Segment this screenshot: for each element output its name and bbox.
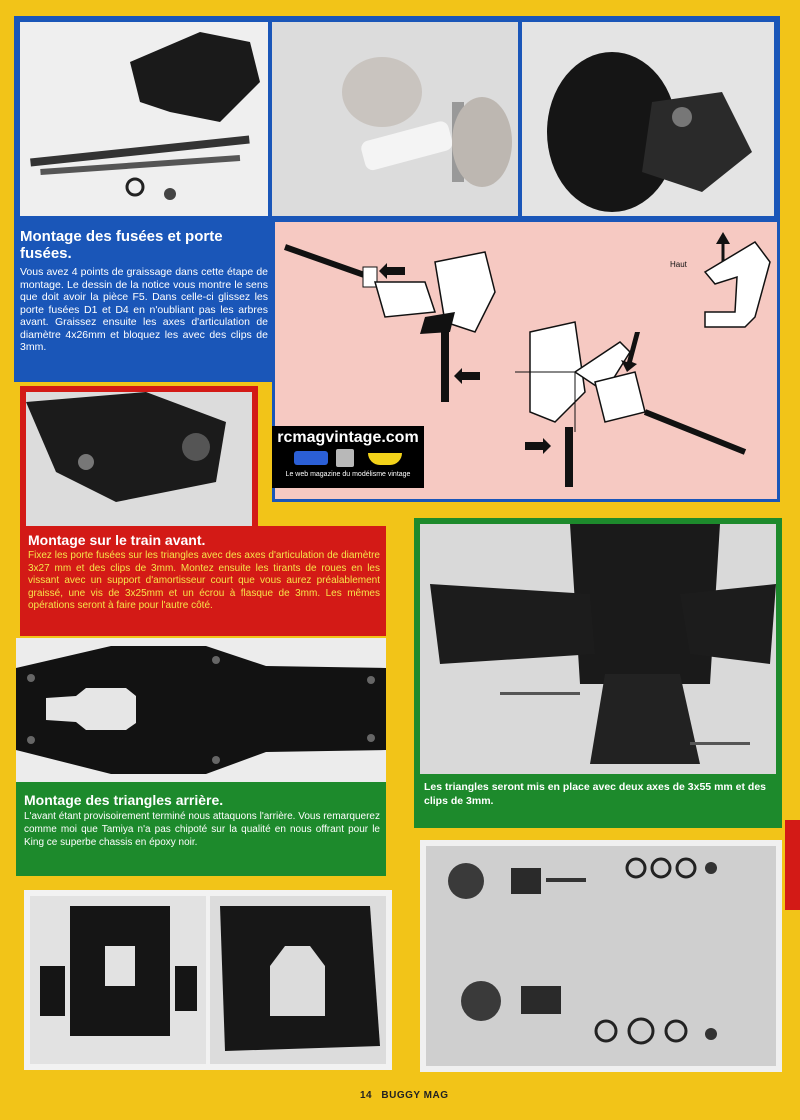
photo-chassis: [16, 638, 386, 782]
magazine-name: BUGGY MAG: [381, 1090, 449, 1101]
train-avant-body: Fixez les porte fusées sur les triangles avec des axes d'articulation de diamètre 3x27 mm et des clips de 3mm. Montez ensuite les tirants de roues en les vissant avec un support d'amortisseur court que vous aurez préalablement graissé, une vis de 3x25mm et un écrou à flasque de 3mm. Les mêmes opérations seront à faire pour l'autre côté.: [28, 550, 380, 611]
photo-hands-assembly-drawing: [272, 22, 518, 216]
photo-chassis-parts-drawing: [30, 896, 206, 1064]
train-avant-caption-content: [28, 532, 380, 613]
photo-fusee-mounted-drawing: [522, 22, 774, 216]
watermark-logo[interactable]: [272, 426, 424, 488]
train-avant-title: Montage sur le train avant.: [28, 532, 206, 548]
engine-icon: [336, 449, 354, 467]
photo-chassis-drawing: [16, 638, 386, 782]
triangles-arriere-caption-content: [24, 792, 380, 849]
buggy-car-icon: [294, 451, 328, 465]
photo-parts-fusee-drawing: [20, 22, 268, 216]
photo-triangles-drawing: [420, 524, 776, 774]
watermark-tagline: Le web magazine du modélisme vintage: [285, 471, 411, 478]
triangles-caption-text: Les triangles seront mis en place avec deux axes de 3x55 mm et des clips de 3mm.: [424, 781, 767, 807]
fusees-caption-frame: [14, 222, 272, 382]
triangles-arriere-body: L'avant étant provisoirement terminé nous attaquons l'arrière. Vous remarquerez comme moi que Tamiya n'a pas chipoté sur la qualité en nous offrant pour le King ce superbe chassis en époxy noir.: [24, 811, 380, 848]
boat-icon: [368, 453, 402, 465]
fusees-title: Montage des fusées et porte fusées.: [20, 228, 223, 262]
watermark-icons: [272, 447, 424, 471]
photo-parts-fusee: [20, 22, 268, 216]
fusees-body: Vous avez 4 points de graissage dans cette étape de montage. Le dessin de la notice vous montre le sens que doit avoir la pièce F5. Dans celle-ci glissez les porte fusées D1 et D4 en n'oubliant pas les arbres avant. Graissez ensuite les axes d'articulation de diamètre 4x26mm et bloquez les avec des clips de 3mm.: [20, 266, 268, 353]
triangles-caption: [424, 780, 774, 808]
triangles-arriere-title: Montage des triangles arrière.: [24, 792, 224, 808]
page-number: 14: [360, 1090, 373, 1101]
page-footer: [360, 1090, 449, 1101]
photo-hands-assembly: [272, 22, 518, 216]
train-avant-caption-frame: [20, 526, 386, 636]
photo-train-avant-drawing: [26, 392, 252, 526]
photo-diff-parts-drawing: [426, 846, 776, 1066]
red-edge-right: [785, 820, 800, 910]
photo-chassis-plate: [210, 896, 386, 1064]
photo-fusee-mounted: [522, 22, 774, 216]
photo-diff-parts: [426, 846, 776, 1066]
photo-triangles: [420, 524, 776, 774]
photo-train-avant: [26, 392, 252, 526]
fusees-caption-content: [20, 228, 268, 354]
watermark-site: rcmagvintage.com: [277, 429, 419, 446]
diagram-label-haut: Haut: [670, 260, 687, 269]
photo-chassis-plate-drawing: [210, 896, 386, 1064]
triangles-arriere-caption-frame: [16, 788, 386, 876]
photo-chassis-parts: [30, 896, 206, 1064]
